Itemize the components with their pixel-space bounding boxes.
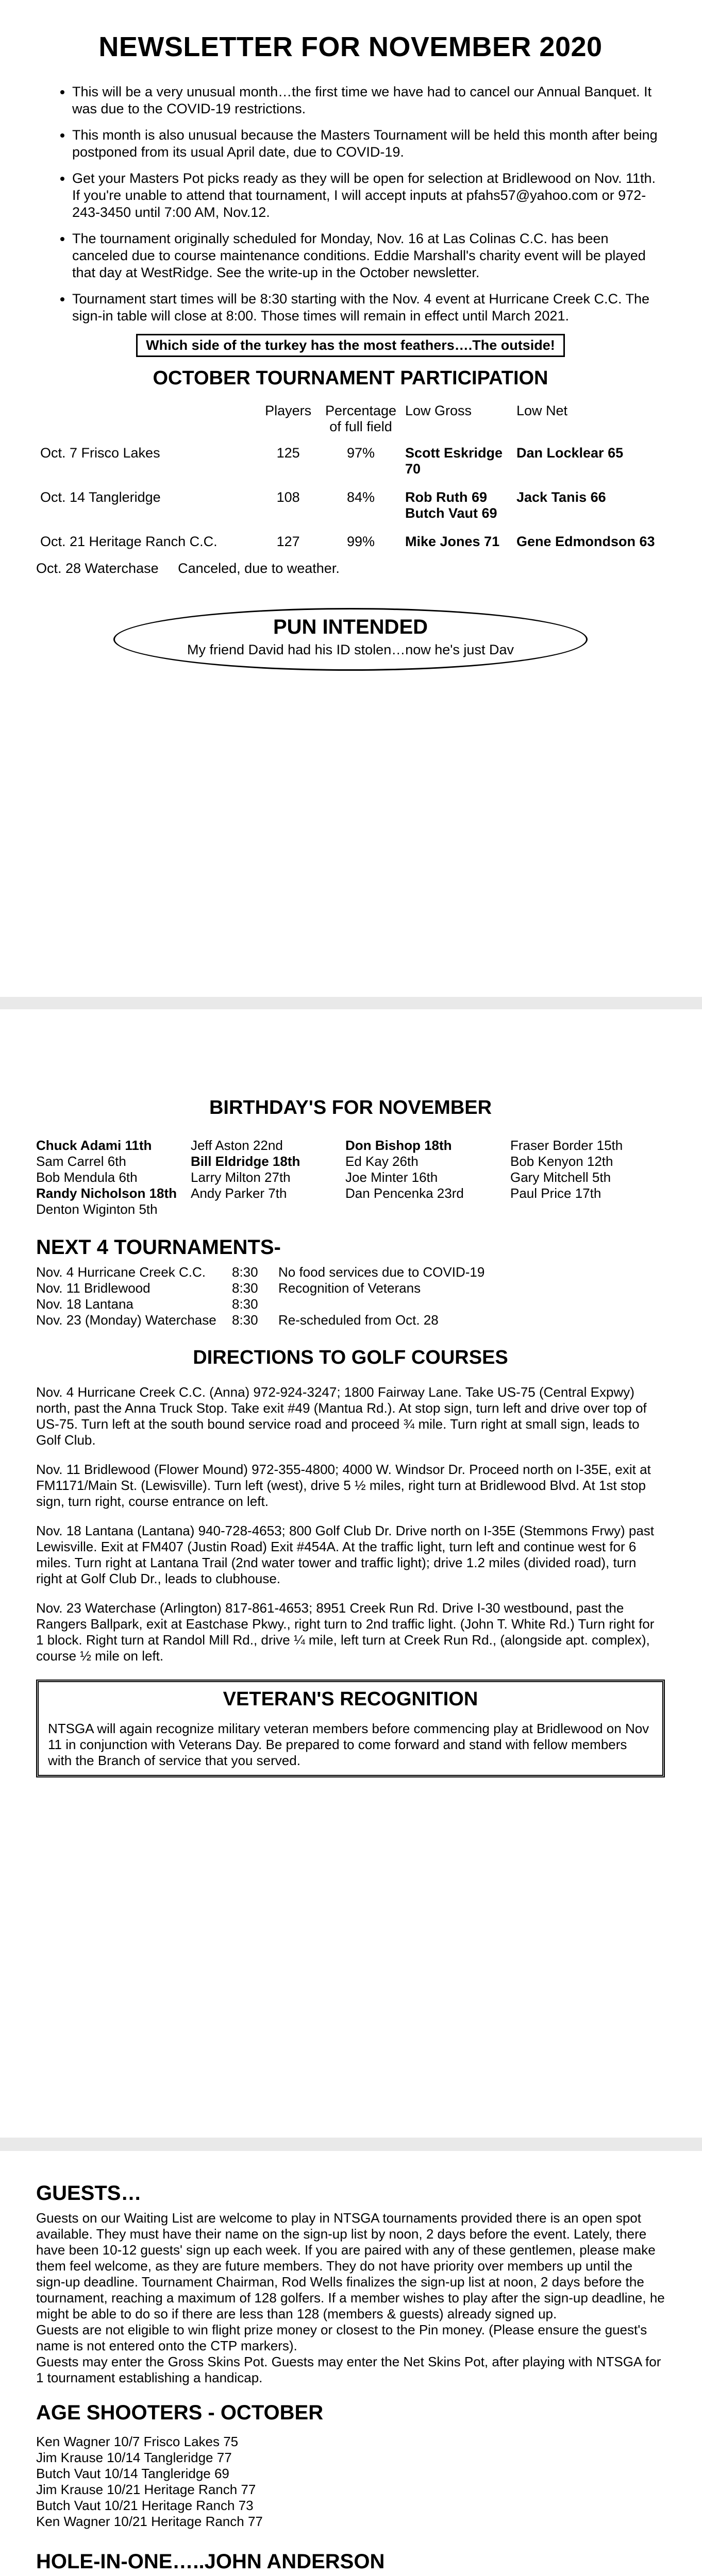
- event-name: Oct. 7 Frisco Lakes: [40, 445, 160, 461]
- guests-heading: GUESTS…: [36, 2182, 142, 2205]
- directions-item: Nov. 18 Lantana (Lantana) 940-728-4653; 800 Golf Club Dr. Drive north on I-35E (Stemmons Frwy) past Lewisville. Exit at FM407 (Justin Road) Exit #454A. At the traffic light, turn left and continue west for 6 miles. Turn right at Lantana Trail (2nd water tower and traffic light); drive 1.2 miles (divided road), turn right at Golf Club Dr., leads to clubhouse.: [36, 1523, 655, 1586]
- low-gross: Rob Ruth 69: [405, 489, 487, 505]
- birthday-column: [36, 1138, 191, 1217]
- col-low-net: Low Net: [516, 403, 568, 418]
- birthday-entry: Ed Kay 26th: [345, 1154, 419, 1169]
- page-1: [0, 0, 702, 997]
- directions-heading: DIRECTIONS TO GOLF COURSES: [193, 1347, 508, 1368]
- birthday-entry: Joe Minter 16th: [345, 1170, 438, 1185]
- next-event: Nov. 23 (Monday) Waterchase: [36, 1312, 216, 1328]
- next-row: [36, 1296, 484, 1312]
- next-event: Nov. 18 Lantana: [36, 1296, 133, 1312]
- field-percentage: 97%: [346, 445, 375, 461]
- october-table: [36, 402, 665, 551]
- next-event: Nov. 4 Hurricane Creek C.C.: [36, 1264, 206, 1280]
- intro-item-2: • This month is also unusual because the Masters Tournament will be held this month after being postponed from its usual April date, due to COVID-19.: [72, 127, 665, 161]
- birthday-entry: Bob Kenyon 12th: [510, 1154, 613, 1169]
- guests-para-3: Guests may enter the Gross Skins Pot. Guests may enter the Net Skins Pot, after playing with NTSGA for 1 tournament establishing a handicap.: [36, 2354, 661, 2385]
- guests-para-1: Guests on our Waiting List are welcome to play in NTSGA tournaments provided there is an open spot available. They must have their name on the sign-up list by noon, 2 days before the event. Lately, there have been 10-12 guests' sign up each week. If you are paired with any of these gentlemen, please make them feel welcome, as they are future members. They do not have priority over members up until the sign-up deadline. Tournament Chairman, Rod Wells finalizes the sign-up list at noon, 2 days before the tournament, reaching a maximum of 128 golfers. If a member wishes to play after the sign-up deadline, he might be able to do so if there are less than 128 (members & guests) already signed up.: [36, 2210, 665, 2321]
- age-shooter-row: Butch Vaut 10/21 Heritage Ranch 73: [36, 2498, 254, 2513]
- event-name: Oct. 21 Heritage Ranch C.C.: [40, 534, 218, 549]
- low-gross: Mike Jones 71: [405, 534, 500, 549]
- age-shooters-heading: AGE SHOOTERS - OCTOBER: [36, 2401, 324, 2424]
- next-row: [36, 1312, 484, 1328]
- veterans-text: NTSGA will again recognize military veteran members before commencing play at Bridlewood on Nov 11 in conjunction with Veterans Day. Be prepared to come forward and stand with fellow members with the Branch of service that you served.: [48, 1721, 649, 1768]
- low-net: Jack Tanis 66: [516, 489, 606, 505]
- age-shooters-list: [36, 2434, 665, 2530]
- age-shooter-row: Butch Vaut 10/14 Tangleridge 69: [36, 2466, 229, 2481]
- intro-item-1: • This will be a very unusual month…the first time we have had to cancel our Annual Banquet. It was due to the COVID-19 restrictions.: [72, 83, 665, 117]
- pun-title: PUN INTENDED: [273, 616, 428, 638]
- birthday-entry: Larry Milton 27th: [191, 1170, 291, 1185]
- next-tournaments-table: [36, 1264, 484, 1328]
- next-note: [278, 1296, 484, 1312]
- birthday-entry: Jeff Aston 22nd: [191, 1138, 283, 1153]
- next-row: [36, 1264, 484, 1280]
- birthday-entry: Dan Pencenka 23rd: [345, 1185, 464, 1201]
- next-time: 8:30: [232, 1312, 258, 1328]
- directions-item: Nov. 23 Waterchase (Arlington) 817-861-4653; 8951 Creek Run Rd. Drive I-30 westbound, past the Rangers Ballpark, exit at Eastchase Pkwy., right turn to 2nd traffic light. (John T. White Rd.) Turn right for 1 block. Right turn at Randol Mill Rd., drive ¼ mile, left turn at Creek Run Rd., (alongside apt. complex), course ½ mile on left.: [36, 1600, 655, 1664]
- event-name: Oct. 14 Tangleridge: [40, 489, 161, 505]
- birthday-entry: Randy Nicholson 18th: [36, 1185, 177, 1201]
- players-count: 127: [276, 534, 300, 549]
- next-note: Recognition of Veterans: [278, 1280, 421, 1296]
- birthday-entry: Bob Mendula 6th: [36, 1170, 138, 1185]
- next-row: [36, 1280, 484, 1296]
- intro-item-5: • Tournament start times will be 8:30 starting with the Nov. 4 event at Hurricane Creek C.C. The sign-in table will close at 8:00. Those times will remain in effect until March 2021.: [72, 291, 665, 325]
- birthday-entry: Andy Parker 7th: [191, 1185, 287, 1201]
- age-shooter-row: Jim Krause 10/14 Tangleridge 77: [36, 2450, 232, 2465]
- birthday-grid: [36, 1138, 665, 1217]
- players-count: 108: [276, 489, 300, 505]
- pun-text: My friend David had his ID stolen…now he's just Dav: [187, 642, 514, 657]
- intro-item-4: • The tournament originally scheduled for Monday, Nov. 16 at Las Colinas C.C. has been canceled due to course maintenance conditions. Eddie Marshall's charity event will be played that day at WestRidge. See the write-up in the October newsletter.: [72, 230, 665, 281]
- next-tournaments-heading: NEXT 4 TOURNAMENTS-: [36, 1236, 281, 1259]
- october-cancel-note: Oct. 28 Waterchase Canceled, due to weather.: [36, 561, 340, 576]
- directions-item: Nov. 4 Hurricane Creek C.C. (Anna) 972-924-3247; 1800 Fairway Lane. Take US-75 (Central Expwy) north, past the Anna Truck Stop. Take exit #49 (Mantua Rd.). At stop sign, turn left and drive over top of US-75. Turn left at the south bound service road and proceed ¾ mile. Turn right at small sign, leads to Golf Club.: [36, 1384, 647, 1448]
- birthday-column: [191, 1138, 345, 1217]
- next-time: 8:30: [232, 1264, 258, 1280]
- low-gross: Scott Eskridge 70: [405, 445, 503, 477]
- age-shooter-row: Ken Wagner 10/21 Heritage Ranch 77: [36, 2514, 263, 2529]
- next-event: Nov. 11 Bridlewood: [36, 1280, 151, 1296]
- veterans-box: [36, 1680, 665, 1777]
- october-row: [36, 478, 665, 522]
- october-row: [36, 522, 665, 551]
- veterans-heading: VETERAN'S RECOGNITION: [223, 1688, 478, 1710]
- newsletter-title: NEWSLETTER FOR NOVEMBER 2020: [98, 31, 603, 62]
- page-2: [0, 1009, 702, 2138]
- field-percentage: 99%: [346, 534, 375, 549]
- directions-item: Nov. 11 Bridlewood (Flower Mound) 972-355-4800; 4000 W. Windsor Dr. Proceed north on I-35E, exit at FM1171/Main St. (Lewisville). Turn left (west), drive 5 ½ miles, right turn at Bridlewood Blvd. At 1st stop sign, turn right, course entrance on left.: [36, 1462, 651, 1509]
- low-gross: Butch Vaut 69: [405, 505, 497, 521]
- intro-list: [36, 83, 665, 325]
- col-players: Players: [265, 403, 312, 418]
- birthday-entry: Gary Mitchell 5th: [510, 1170, 611, 1185]
- birthday-column: [510, 1138, 665, 1217]
- birthday-column: [345, 1138, 510, 1217]
- hole-in-one-heading: HOLE-IN-ONE…..JOHN ANDERSON: [36, 2550, 385, 2573]
- low-gross-cell: [401, 478, 512, 522]
- field-percentage: 84%: [346, 489, 375, 505]
- birthday-entry: Sam Carrel 6th: [36, 1154, 126, 1169]
- turkey-riddle-box: Which side of the turkey has the most feathers….The outside!: [136, 334, 565, 357]
- age-shooter-row: Jim Krause 10/21 Heritage Ranch 77: [36, 2482, 256, 2497]
- page-3: [0, 2151, 702, 2576]
- october-heading: OCTOBER TOURNAMENT PARTICIPATION: [153, 367, 548, 389]
- next-note: No food services due to COVID-19: [278, 1264, 485, 1280]
- birthday-entry: Don Bishop 18th: [345, 1138, 452, 1153]
- birthday-entry: Paul Price 17th: [510, 1185, 601, 1201]
- october-row: [36, 436, 665, 478]
- players-count: 125: [276, 445, 300, 461]
- birthday-entry: Fraser Border 15th: [510, 1138, 623, 1153]
- age-shooter-row: Ken Wagner 10/7 Frisco Lakes 75: [36, 2434, 239, 2449]
- next-time: 8:30: [232, 1280, 258, 1296]
- pun-oval: [113, 608, 588, 671]
- guests-para-2: Guests are not eligible to win flight prize money or closest to the Pin money. (Please ensure the guest's name is not entered onto the CTP markers).: [36, 2322, 647, 2353]
- october-header-row: [36, 402, 665, 436]
- col-low-gross: Low Gross: [405, 403, 472, 418]
- intro-item-3: • Get your Masters Pot picks ready as they will be open for selection at Bridlewood on Nov. 11th. If you're unable to attend that tournament, I will accept inputs at pfahs57@yahoo.com or 972-243-3450 until 7:00 AM, Nov.12.: [72, 170, 665, 221]
- birthday-entry: Bill Eldridge 18th: [191, 1154, 300, 1169]
- birthday-entry: Denton Wiginton 5th: [36, 1201, 158, 1217]
- next-note: Re-scheduled from Oct. 28: [278, 1312, 439, 1328]
- birthdays-heading: BIRTHDAY'S FOR NOVEMBER: [209, 1097, 492, 1118]
- low-net: Dan Locklear 65: [516, 445, 624, 461]
- birthday-entry: Chuck Adami 11th: [36, 1138, 152, 1153]
- low-net: Gene Edmondson 63: [516, 534, 655, 549]
- next-time: 8:30: [232, 1296, 258, 1312]
- col-percentage: Percentage of full field: [325, 403, 397, 434]
